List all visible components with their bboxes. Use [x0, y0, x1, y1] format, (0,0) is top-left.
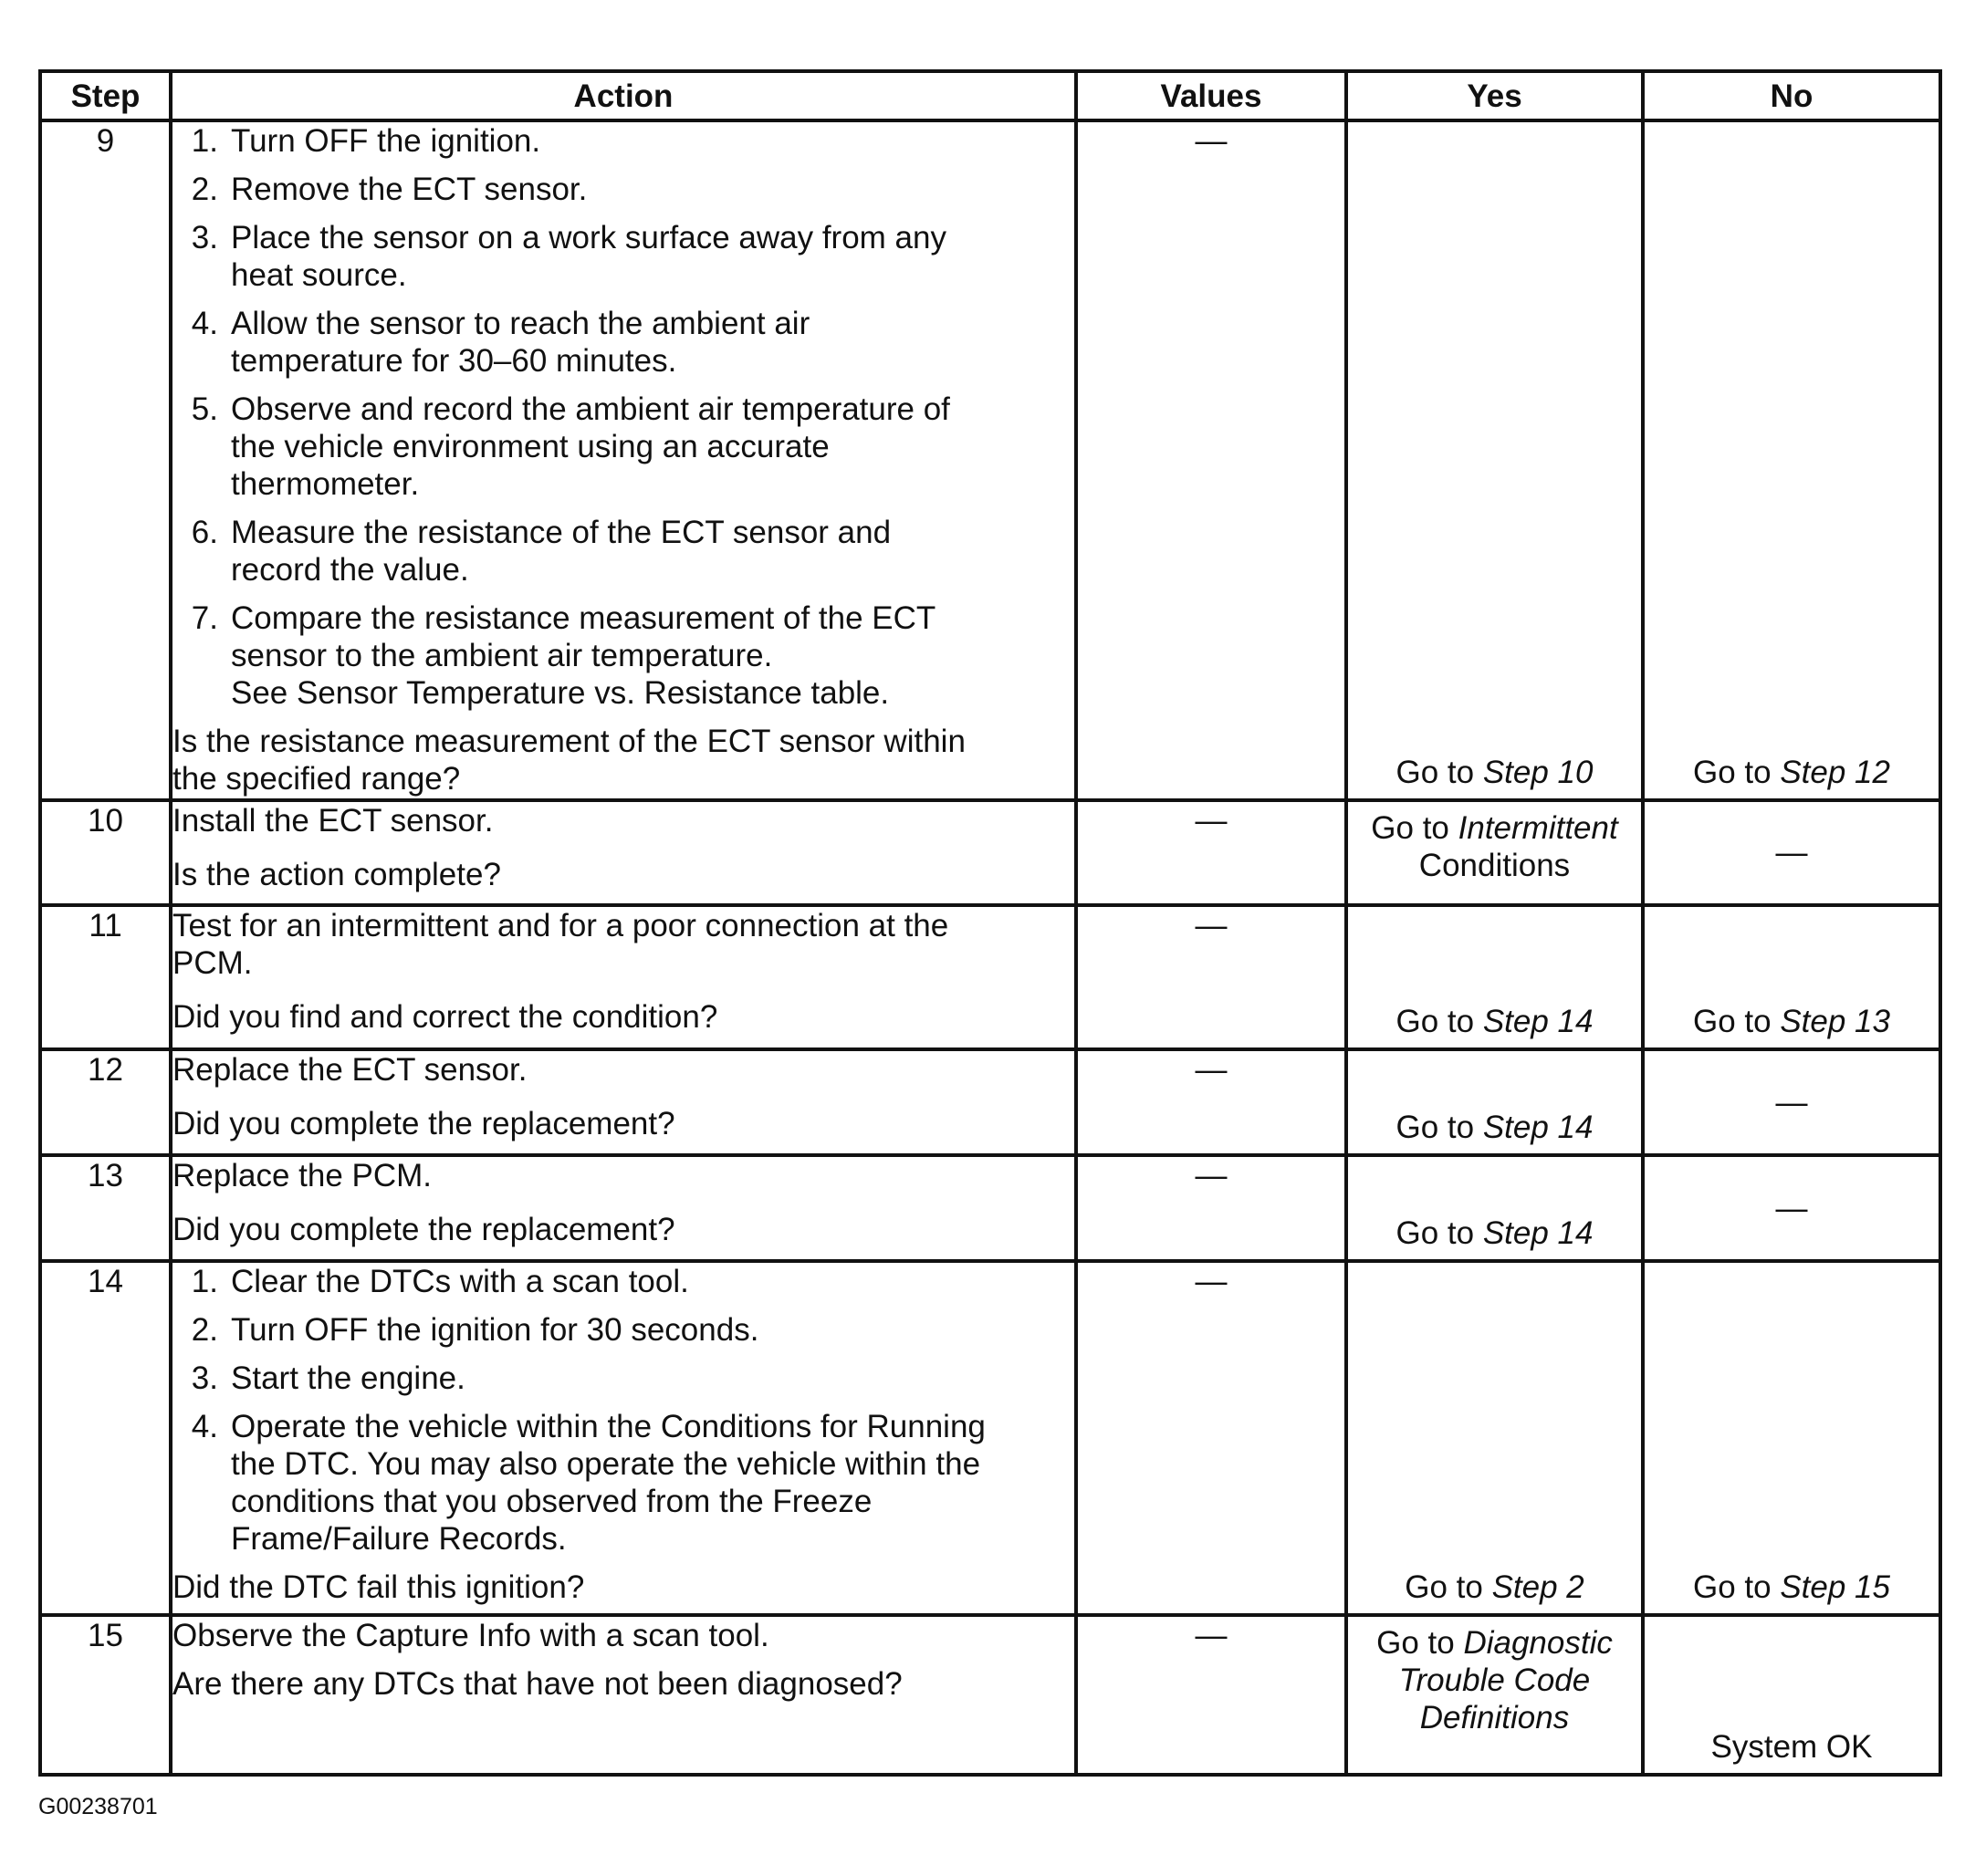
action-cell	[171, 1261, 1076, 1615]
diagnostic-page	[38, 69, 1939, 1777]
values-cell: —	[1076, 1155, 1346, 1261]
table-row	[40, 905, 1940, 1049]
figure-code: G00238701	[38, 1794, 158, 1819]
action-step: 5. Observe and record the ambient air temperature of the vehicle environment using an accurate thermometer.	[191, 391, 950, 502]
no-cell: —	[1643, 1049, 1940, 1155]
no-cell: —	[1643, 800, 1940, 905]
yes-cell: Go to Diagnostic Trouble Code Definitions	[1346, 1615, 1643, 1775]
action-step: 3. Place the sensor on a work surface away from any heat source.	[191, 220, 946, 293]
step-number: 10	[40, 800, 171, 905]
action-question: Is the action complete?	[172, 857, 501, 892]
action-step: 1. Clear the DTCs with a scan tool.	[191, 1264, 689, 1299]
diagnostic-table	[38, 69, 1942, 1777]
action-cell	[171, 1615, 1076, 1775]
action-text: Replace the PCM.	[172, 1158, 433, 1193]
action-text: Test for an intermittent and for a poor connection at the PCM.	[172, 908, 949, 981]
table-row	[40, 1615, 1940, 1775]
action-text: Replace the ECT sensor.	[172, 1052, 528, 1088]
action-cell	[171, 1155, 1076, 1261]
action-question: Is the resistance measurement of the ECT sensor within the specified range?	[172, 724, 966, 797]
action-steps	[172, 1263, 1074, 1558]
yes-cell: Go to Step 2	[1346, 1261, 1643, 1615]
header-row	[40, 71, 1940, 120]
action-question: Did you complete the replacement?	[172, 1106, 675, 1141]
header-values: Values	[1076, 71, 1346, 120]
header-action: Action	[171, 71, 1076, 120]
values-cell: —	[1076, 800, 1346, 905]
action-step: 4. Operate the vehicle within the Conditions for Running the DTC. You may also operate the vehicle within the conditions that you observed from the Freeze Frame/Failure Records.	[191, 1409, 986, 1557]
values-cell: —	[1076, 120, 1346, 800]
table-row	[40, 800, 1940, 905]
table-row	[40, 1049, 1940, 1155]
yes-cell: Go to Step 14	[1346, 1049, 1643, 1155]
values-cell: —	[1076, 1615, 1346, 1775]
values-cell: —	[1076, 1261, 1346, 1615]
action-step: 6. Measure the resistance of the ECT sensor and record the value.	[191, 515, 892, 588]
action-step: 3. Start the engine.	[191, 1360, 465, 1396]
step-number: 11	[40, 905, 171, 1049]
action-question: Did you complete the replacement?	[172, 1212, 675, 1247]
values-cell: —	[1076, 1049, 1346, 1155]
step-number: 13	[40, 1155, 171, 1261]
action-question: Did the DTC fail this ignition?	[172, 1569, 585, 1605]
action-step: 2. Remove the ECT sensor.	[191, 172, 588, 207]
action-cell	[171, 800, 1076, 905]
table-row	[40, 120, 1940, 800]
header-yes: Yes	[1346, 71, 1643, 120]
table-row	[40, 1155, 1940, 1261]
yes-cell: Go to Intermittent Conditions	[1346, 800, 1643, 905]
table-row	[40, 1261, 1940, 1615]
header-step: Step	[40, 71, 171, 120]
action-text: Install the ECT sensor.	[172, 803, 494, 839]
values-cell: —	[1076, 905, 1346, 1049]
action-cell	[171, 1049, 1076, 1155]
no-cell: Go to Step 13	[1643, 905, 1940, 1049]
action-steps	[172, 122, 1074, 712]
action-step: 2. Turn OFF the ignition for 30 seconds.	[191, 1312, 759, 1348]
action-cell	[171, 120, 1076, 800]
action-step: 7. Compare the resistance measurement of the ECT sensor to the ambient air temperature. See Sensor Temperature vs. Resistance table.	[191, 600, 936, 711]
yes-cell: Go to Step 14	[1346, 1155, 1643, 1261]
action-text: Observe the Capture Info with a scan tool.	[172, 1618, 769, 1653]
step-number: 9	[40, 120, 171, 800]
no-cell: Go to Step 12	[1643, 120, 1940, 800]
step-number: 12	[40, 1049, 171, 1155]
action-question: Did you find and correct the condition?	[172, 999, 718, 1035]
no-cell: Go to Step 15	[1643, 1261, 1940, 1615]
no-cell: System OK	[1643, 1615, 1940, 1775]
no-cell: —	[1643, 1155, 1940, 1261]
action-step: 4. Allow the sensor to reach the ambient air temperature for 30–60 minutes.	[191, 306, 810, 379]
action-question: Are there any DTCs that have not been diagnosed?	[172, 1666, 903, 1702]
step-number: 14	[40, 1261, 171, 1615]
step-number: 15	[40, 1615, 171, 1775]
action-step: 1. Turn OFF the ignition.	[191, 123, 541, 159]
yes-cell: Go to Step 14	[1346, 905, 1643, 1049]
header-no: No	[1643, 71, 1940, 120]
yes-cell: Go to Step 10	[1346, 120, 1643, 800]
action-cell	[171, 905, 1076, 1049]
